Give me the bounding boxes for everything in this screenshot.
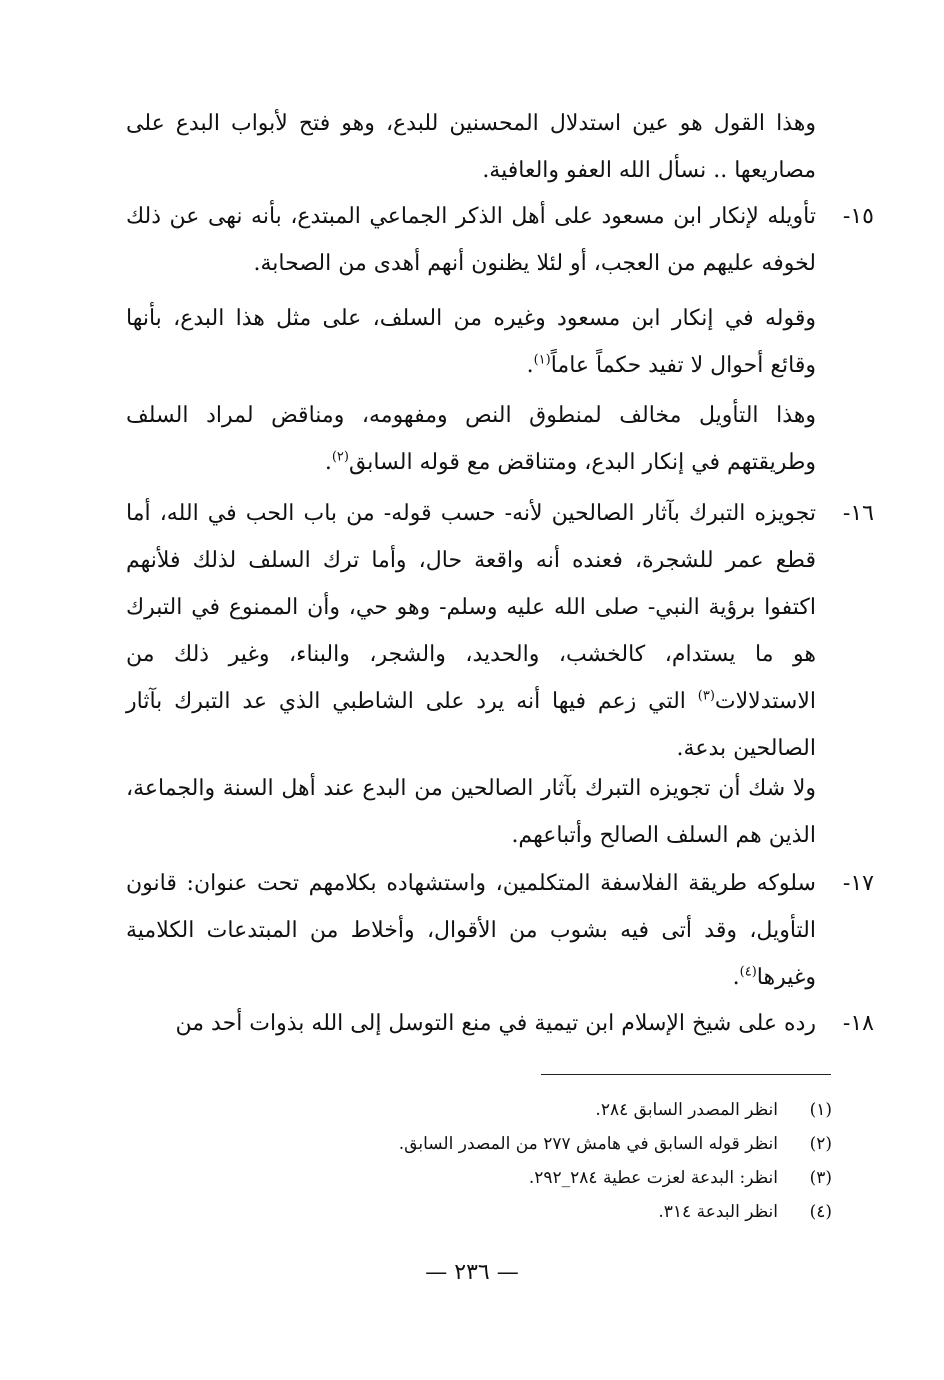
item-number: ١٦-	[842, 501, 874, 526]
footnote-number: (٣)	[809, 1168, 832, 1188]
footnote-item	[132, 1195, 832, 1229]
footnote-text: انظر: البدعة لعزت عطية ٢٨٤_٢٩٢.	[528, 1168, 778, 1188]
paragraph-2	[126, 295, 816, 389]
paragraph-text: تأويله لإنكار ابن مسعود على أهل الذكر الجماعي المبتدع، بأنه نهى عن ذلك لخوفه عليهم من العجب، أو لئلا يظنون أنهم أهدى من الصحابة.	[126, 204, 816, 276]
footnotes	[132, 1093, 832, 1229]
paragraph-text: تجويزه التبرك بآثار الصالحين لأنه- حسب قوله- من باب الحب في الله، أما قطع عمر للشجرة، فعنده أنه واقعة حال، وأما ترك السلف لذلك فلأنهم اكتفوا برؤية النبي- صلى الله عليه وسلم- وهو حي، وأن الممنوع في التبرك هو ما يستدام، كالخشب، والحديد، والشجر، والبناء، وغير ذلك من الاستدلالات	[126, 501, 816, 714]
footnote-item	[132, 1161, 832, 1195]
paragraph-3	[126, 392, 816, 486]
paragraph-text-end: التي زعم فيها أنه يرد على الشاطبي الذي عد التبرك بآثار الصالحين بدعة.	[126, 689, 816, 761]
footnote-item	[132, 1127, 832, 1161]
list-item-17	[126, 860, 874, 1001]
paragraph-text-end: .	[732, 965, 740, 990]
paragraph-text: وهذا القول هو عين استدلال المحسنين للبدع، وهو فتح لأبواب البدع على مصاريعها .. نسأل الله العفو والعافية.	[126, 111, 816, 183]
footnote-number: (٢)	[809, 1134, 832, 1154]
footnote-ref-3[interactable]: (٣)	[697, 688, 715, 704]
list-item-16	[126, 490, 874, 772]
footnote-item	[132, 1093, 832, 1127]
paragraph-4	[126, 765, 816, 859]
footnote-text: انظر البدعة ٣١٤.	[658, 1202, 778, 1222]
paragraph-1	[126, 100, 816, 194]
footnote-ref-1[interactable]: (١)	[533, 352, 551, 368]
paragraph-text: رده على شيخ الإسلام ابن تيمية في منع التوسل إلى الله بذوات أحد من	[175, 1011, 816, 1036]
page-number: — ٢٣٦ —	[425, 1260, 519, 1285]
footnote-text: انظر قوله السابق في هامش ٢٧٧ من المصدر السابق.	[398, 1134, 778, 1154]
paragraph-text: سلوكه طريقة الفلاسفة المتكلمين، واستشهاده بكلامهم تحت عنوان: قانون التأويل، وقد أتى فيه بشوب من الأقوال، وأخلاط من المبتدعات الكلامية وغيرها	[126, 871, 816, 990]
footnote-number: (١)	[809, 1100, 832, 1120]
item-number: ١٨-	[842, 1011, 874, 1036]
paragraph-text: وقوله في إنكار ابن مسعود وغيره من السلف، على مثل هذا البدع، بأنها وقائع أحوال لا تفيد حكماً عاماً	[126, 306, 816, 378]
footnote-ref-2[interactable]: (٢)	[331, 449, 349, 465]
item-number: ١٥-	[842, 204, 874, 229]
paragraph-text-end: .	[526, 353, 534, 378]
footnote-text: انظر المصدر السابق ٢٨٤.	[595, 1100, 778, 1120]
paragraph-text: ولا شك أن تجويزه التبرك بآثار الصالحين من البدع عند أهل السنة والجماعة، الذين هم السلف الصالح وأتباعهم.	[126, 776, 816, 848]
item-number: ١٧-	[842, 871, 874, 896]
footnote-number: (٤)	[809, 1202, 832, 1222]
list-item-15	[126, 193, 874, 287]
footnote-ref-4[interactable]: (٤)	[739, 964, 757, 980]
paragraph-text-end: .	[324, 450, 332, 475]
list-item-18	[126, 1000, 874, 1047]
footnote-divider	[541, 1074, 831, 1075]
paragraph-text: وهذا التأويل مخالف لمنطوق النص ومفهومه، ومناقض لمراد السلف وطريقتهم في إنكار البدع، ومتناقض مع قوله السابق	[126, 403, 816, 475]
